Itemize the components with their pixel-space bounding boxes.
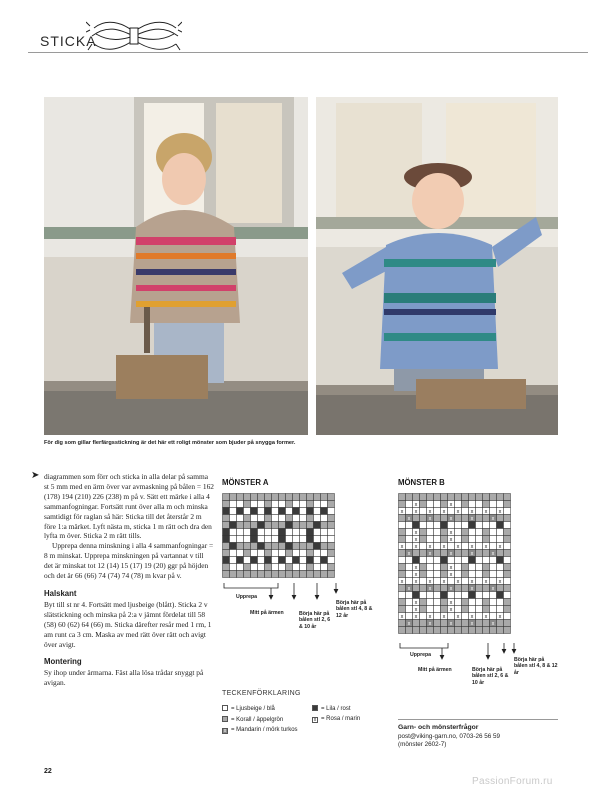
svg-text:x: x — [456, 508, 460, 515]
page-number: 22 — [44, 768, 52, 775]
svg-text:x: x — [442, 543, 446, 550]
pattern-b-upprepa: Upprepa — [410, 652, 432, 658]
svg-text:x: x — [456, 578, 460, 585]
legend-title: TECKENFÖRKLARING — [222, 690, 301, 697]
pattern-b-title: MÖNSTER B — [398, 478, 445, 487]
svg-text:x: x — [407, 515, 411, 522]
contact-box — [398, 724, 500, 750]
legend-item: = Korall / äppelgrön — [222, 716, 312, 725]
svg-text:x: x — [442, 613, 446, 620]
svg-text:x: x — [449, 564, 453, 571]
svg-text:x: x — [456, 613, 460, 620]
svg-text:x: x — [470, 585, 474, 592]
svg-text:x: x — [498, 508, 502, 515]
photo-boy — [316, 97, 558, 435]
pattern-a-title: MÖNSTER A — [222, 478, 269, 487]
photo-girl — [44, 97, 308, 435]
svg-text:x: x — [400, 508, 404, 515]
continue-arrow-icon: ➤ — [31, 470, 40, 481]
header-rule — [28, 52, 588, 53]
section-label: STICKA — [40, 33, 97, 49]
svg-text:x: x — [449, 529, 453, 536]
swatch-mid-x: x — [223, 728, 227, 734]
svg-text:x: x — [470, 613, 474, 620]
svg-text:x: x — [414, 571, 418, 578]
svg-text:x: x — [414, 543, 418, 550]
svg-text:x: x — [414, 508, 418, 515]
pattern-b-chart — [398, 493, 516, 643]
body-text — [44, 472, 214, 688]
svg-text:x: x — [484, 578, 488, 585]
pattern-a-chart — [222, 493, 338, 583]
svg-text:x: x — [428, 585, 432, 592]
contact-rule — [398, 719, 558, 720]
contact-line: post@viking-garn.no, 0703-26 56 59 — [398, 732, 500, 740]
swatch-grey — [222, 716, 228, 722]
swatch-dark — [312, 705, 318, 711]
svg-text:x: x — [400, 578, 404, 585]
heading-halskant: Halskant — [44, 588, 77, 598]
pattern-a-upprepa: Upprepa — [236, 594, 258, 600]
pattern-a-borja-1: Börja här på bålen stl 2, 6 & 10 år — [299, 611, 331, 630]
svg-text:x: x — [407, 550, 411, 557]
svg-text:x: x — [414, 529, 418, 536]
svg-text:x: x — [449, 515, 453, 522]
svg-text:x: x — [470, 550, 474, 557]
body-paragraph: Upprepa denna minskning i alla 4 sammanfogningar = 8 m minskat. Upprepa minskningen på vartannat v till det är minskat tot 12 (14) 15 (17) 19 (20) ggr på höjden och det är 66 (66) 74 (74) 74 (78) m kvar på v. — [44, 541, 214, 581]
svg-text:x: x — [484, 508, 488, 515]
svg-text:x: x — [498, 578, 502, 585]
svg-text:x: x — [498, 613, 502, 620]
watermark: PassionForum.ru — [472, 776, 553, 787]
svg-text:x: x — [400, 613, 404, 620]
legend-item: x = Mandarin / mörk turkos — [223, 727, 298, 734]
svg-text:x: x — [414, 501, 418, 508]
contact-line: (mönster 2602-7) — [398, 741, 447, 749]
svg-text:x: x — [449, 501, 453, 508]
svg-text:x: x — [470, 508, 474, 515]
svg-text:x: x — [428, 515, 432, 522]
swatch-light — [222, 705, 228, 711]
svg-text:x: x — [428, 613, 432, 620]
legend-item: x = Rosa / marin — [313, 716, 361, 723]
pattern-a-mitt: Mitt på ärmen — [250, 610, 284, 616]
svg-text:x: x — [428, 550, 432, 557]
pattern-b-borja-2: Börja här på bålen stl 4, 8 & 12 år — [514, 657, 558, 676]
svg-text:x: x — [484, 543, 488, 550]
svg-text:x: x — [449, 550, 453, 557]
svg-text:x: x — [442, 508, 446, 515]
swatch-light-x: x — [313, 717, 317, 723]
svg-text:x: x — [491, 585, 495, 592]
svg-text:x: x — [449, 585, 453, 592]
svg-text:x: x — [428, 543, 432, 550]
contact-title: Garn- och mönsterfrågor — [398, 724, 479, 731]
svg-text:x: x — [484, 613, 488, 620]
svg-text:x: x — [414, 564, 418, 571]
svg-text:x: x — [414, 536, 418, 543]
svg-text:x: x — [400, 543, 404, 550]
body-paragraph: Sy ihop under ärmarna. Fäst alla lösa trådar snyggt på avigan. — [44, 668, 204, 688]
photo-caption: För dig som gillar flerfärgsstickning är det här ett roligt mönster som bjuder på snygga former. — [44, 440, 296, 446]
svg-text:x: x — [407, 620, 411, 627]
svg-text:x: x — [449, 606, 453, 613]
svg-text:x: x — [470, 515, 474, 522]
svg-text:x: x — [449, 571, 453, 578]
svg-text:x: x — [491, 515, 495, 522]
svg-text:x: x — [449, 536, 453, 543]
pattern-a-borja-2: Börja här på bålen stl 4, 8 & 12 år — [336, 600, 373, 619]
body-paragraph: Byt till st nr 4. Fortsätt med ljusbeige (blått). Sticka 2 v slätstickning och minska på 2:a v jämnt fördelat till 58 (58) 60 (62) 64 (66) m. Sticka därefter resår med 1 rm, 1 am runt ca 3 cm. Maska av med rätt över rätt och avigt över avigt. — [44, 599, 212, 649]
heading-montering: Montering — [44, 657, 82, 667]
svg-text:x: x — [428, 620, 432, 627]
legend-item: = Ljusbeige / blå — [222, 705, 312, 714]
svg-text:x: x — [470, 543, 474, 550]
svg-text:x: x — [442, 578, 446, 585]
svg-text:x: x — [498, 543, 502, 550]
svg-text:x: x — [428, 508, 432, 515]
svg-text:x: x — [414, 606, 418, 613]
svg-text:x: x — [407, 585, 411, 592]
body-paragraph: diagrammen som förr och sticka in alla delar på samma st 5 mm med en ärm över var avmaskning på bålen = 162 (178) 194 (210) 226 (238) m på v. Sätt ett märke i alla 4 sammanfogningar. Fortsätt runt över alla m och minska samtidigt för raglan så här: Sticka till det återstår 2 m före 1:a märket. Lyft nästa m, sticka 1 m rätt och dra den lyfta m över. Sticka 2 m rätt tills. — [44, 472, 215, 541]
svg-text:x: x — [470, 578, 474, 585]
svg-text:x: x — [456, 543, 460, 550]
svg-text:x: x — [428, 578, 432, 585]
pattern-b-borja-1: Börja här på bålen stl 2, 6 & 10 år — [472, 667, 509, 686]
svg-text:x: x — [449, 599, 453, 606]
legend-item: = Lila / rost — [312, 705, 392, 714]
pattern-b-mitt: Mitt på ärmen — [418, 667, 452, 673]
svg-text:x: x — [414, 599, 418, 606]
svg-text:x: x — [449, 620, 453, 627]
svg-text:x: x — [491, 620, 495, 627]
svg-text:x: x — [491, 550, 495, 557]
svg-text:x: x — [414, 578, 418, 585]
svg-text:x: x — [470, 620, 474, 627]
svg-text:x: x — [414, 613, 418, 620]
